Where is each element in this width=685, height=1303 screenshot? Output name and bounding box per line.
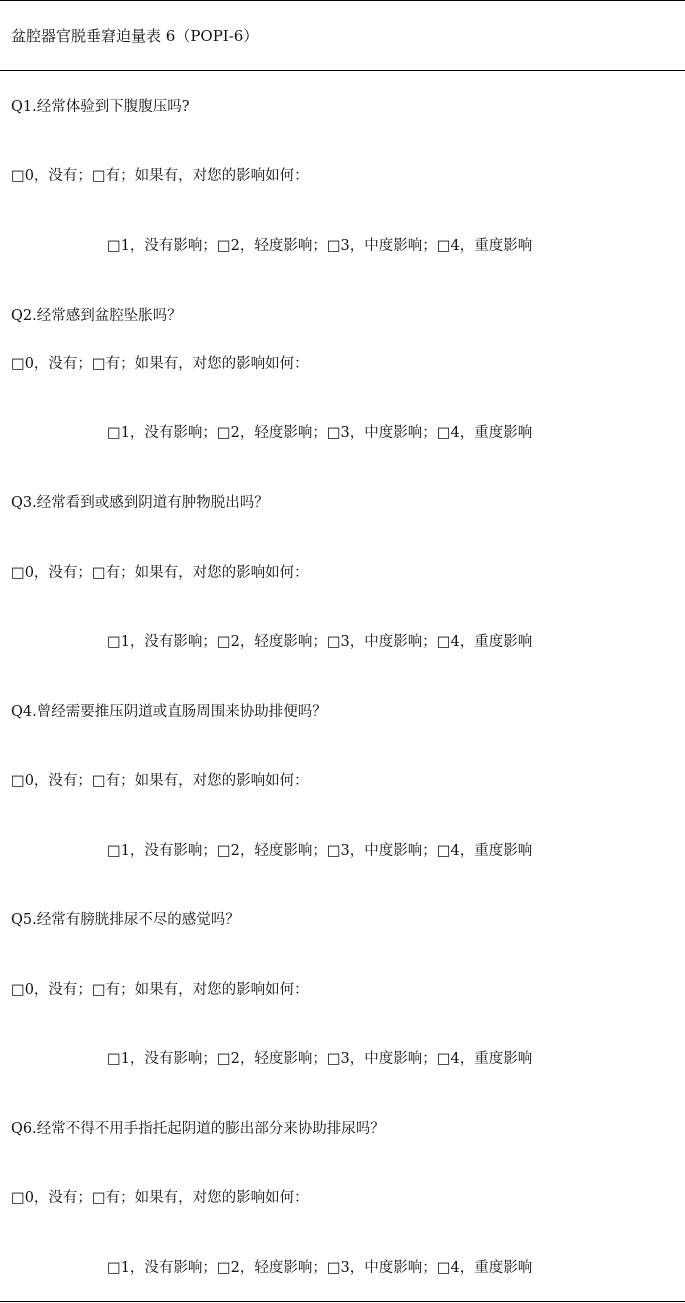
question-6-presence-options[interactable]: □0，没有；□有；如果有，对您的影响如何： [11,1190,309,1206]
header-rule [0,70,685,71]
question-6-text: Q6.经常不得不用手指托起阴道的膨出部分来协助排尿吗？ [11,1121,385,1137]
question-1-impact-options[interactable]: □1，没有影响；□2，轻度影响；□3，中度影响；□4，重度影响 [107,238,533,254]
question-2-impact-options[interactable]: □1，没有影响；□2，轻度影响；□3，中度影响；□4，重度影响 [107,425,533,441]
question-3-presence-options[interactable]: □0，没有；□有；如果有，对您的影响如何： [11,565,309,581]
question-1-text: Q1.经常体验到下腹腹压吗? [11,99,190,115]
question-4-presence-options[interactable]: □0，没有；□有；如果有，对您的影响如何： [11,773,309,789]
question-4-impact-options[interactable]: □1，没有影响；□2，轻度影响；□3，中度影响；□4，重度影响 [107,843,533,859]
question-1-presence-options[interactable]: □0，没有；□有；如果有，对您的影响如何： [11,168,309,184]
question-3-impact-options[interactable]: □1，没有影响；□2，轻度影响；□3，中度影响；□4，重度影响 [107,634,533,650]
question-5-text: Q5.经常有膀胱排尿不尽的感觉吗？ [11,912,240,928]
question-3-text: Q3.经常看到或感到阴道有肿物脱出吗？ [11,495,269,511]
question-5-presence-options[interactable]: □0，没有；□有；如果有，对您的影响如何： [11,982,309,998]
question-2-presence-options[interactable]: □0，没有；□有；如果有，对您的影响如何： [11,356,309,372]
question-4-text: Q4.曾经需要推压阴道或直肠周围来协助排便吗？ [11,704,327,720]
question-6-impact-options[interactable]: □1，没有影响；□2，轻度影响；□3，中度影响；□4，重度影响 [107,1260,533,1276]
page-title: 盆腔器官脱垂窘迫量表 6（POPI-6） [11,27,259,45]
bottom-rule [0,1301,685,1302]
top-rule [0,0,685,1]
question-2-text: Q2.经常感到盆腔坠胀吗？ [11,308,182,324]
question-5-impact-options[interactable]: □1，没有影响；□2，轻度影响；□3，中度影响；□4，重度影响 [107,1051,533,1067]
